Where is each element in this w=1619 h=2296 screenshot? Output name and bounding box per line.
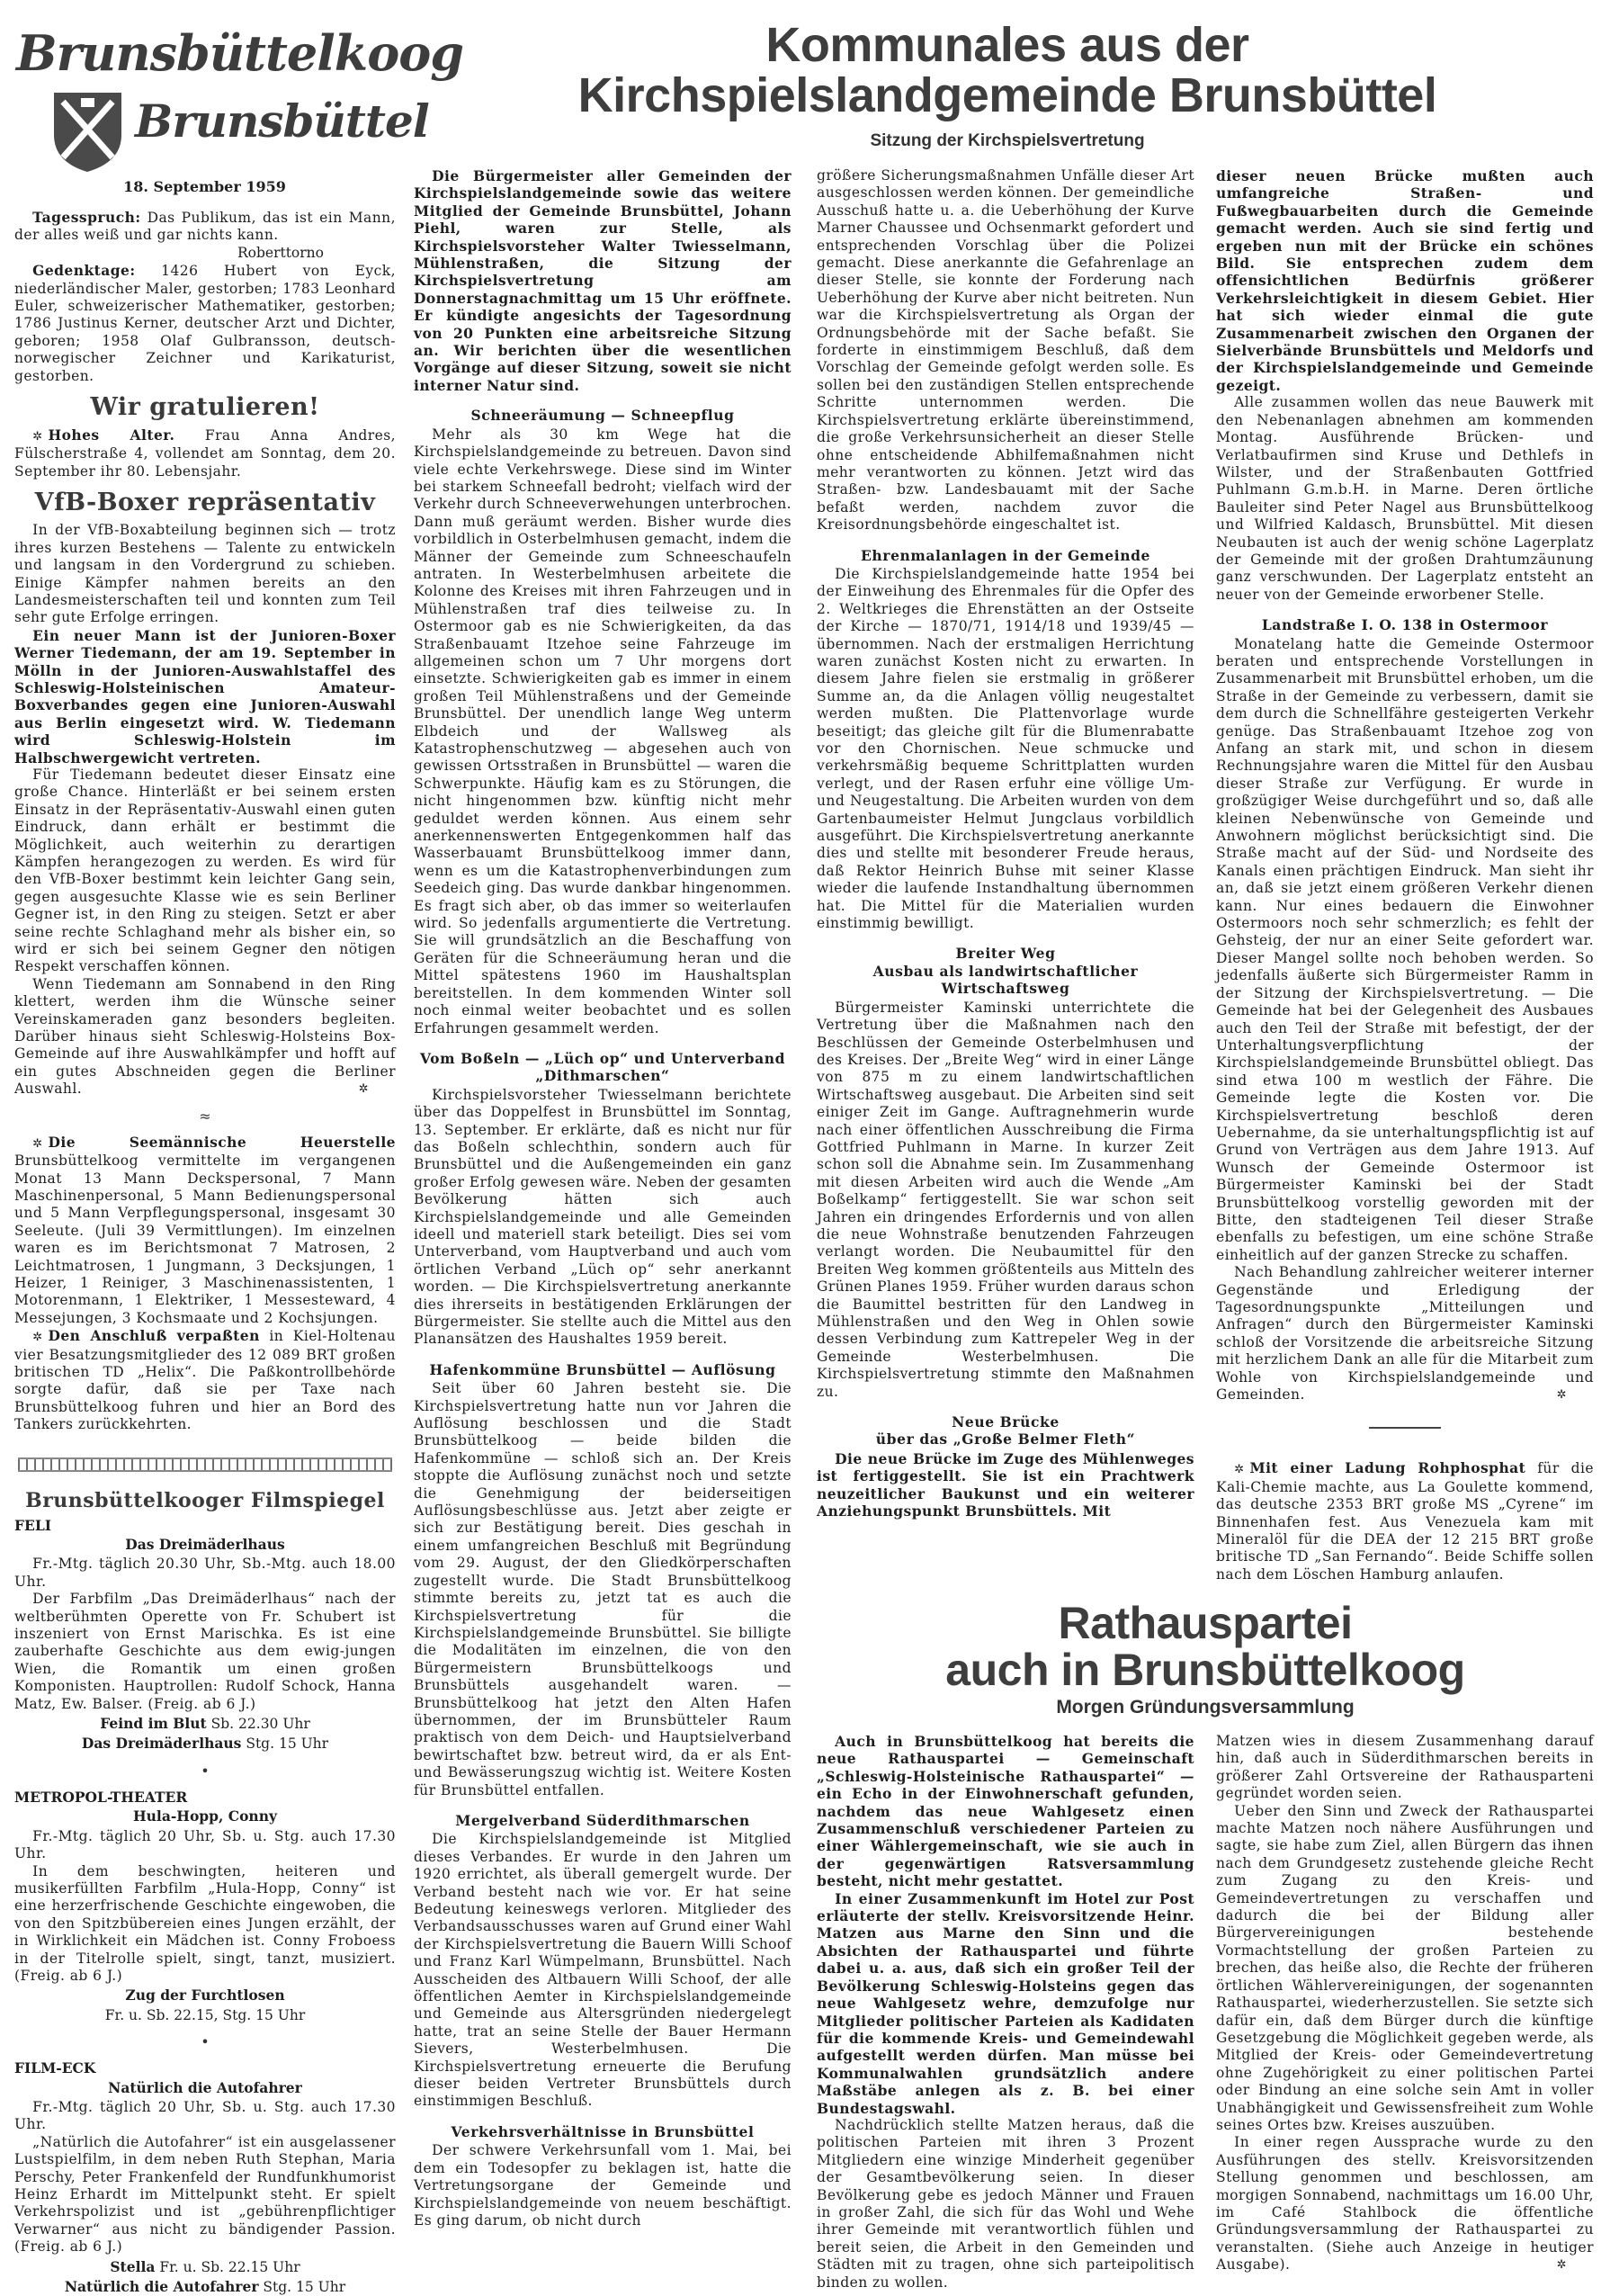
listing-title: Feind im Blut xyxy=(100,1715,207,1733)
paragraph xyxy=(14,426,396,480)
star-icon: ✲ xyxy=(32,1136,43,1151)
paragraph-lead: Hohes Alter. xyxy=(48,426,175,444)
paragraph xyxy=(817,167,1194,534)
listing-line xyxy=(14,1715,396,1733)
paragraph xyxy=(14,2099,396,2134)
listing-title: Zug der Furchtlosen xyxy=(125,1987,285,2005)
paragraph xyxy=(414,426,792,1037)
listing-title: Das Dreimäderlhaus xyxy=(81,1735,242,1753)
cinema-name: METROPOL-THEATER xyxy=(14,1788,188,1806)
subheading: Breiter Weg Ausbau als landwirtschaftlicher Wirtschaftsweg xyxy=(872,945,1139,998)
paragraph-lead: Mit einer Ladung Rohphosphat xyxy=(1249,1459,1526,1477)
cinema-name: FELI xyxy=(14,1516,51,1534)
paragraph-text: In einer regen Aussprache wurde zu den Ausführungen des stellv. Kreisvorsitzenden Stellung genommen und beschlossen, am morgigen Sonnabend, nachmittags um 16.00 Uhr, im Café Stahlbock die öffentliche Gründungsversammlung der Rathauspartei zu veranstalten. (Siehe auch Anzeige in heutiger Ausgabe). xyxy=(1216,2134,1594,2274)
dot-divider-icon: • xyxy=(201,1762,210,1780)
paragraph-text: Der Farbfilm „Das Dreimäderlhaus“ nach der weltberühmten Operette von Fr. Schubert ist inszeniert von Ernst Marischka. Es ist eine zauberhafte Geschichte aus dem ewig-jungen Wien, die Romantik um einen großen Komponisten. Hauptrollen: Rudolf Schock, Hanna Matz, Ew. Balser. (Freig. ab 6 J.) xyxy=(14,1591,396,1712)
rathaus-headline-line-1: Rathauspartei xyxy=(1058,1598,1353,1648)
paragraph xyxy=(14,1863,396,1986)
paragraph xyxy=(14,1556,396,1591)
paragraph-text: für die Kali-Chemie machte, aus La Goulette kommend, das deutsche 2353 BRT große MS „Cyrene“ im Binnenhafen fest. Aus Venezuela kam mit Mineralöl für die DEA der 12 215 BRT große britische TD „San Fernando“. Beide Schiffe sollen nach dem Löschen Hamburg anlaufen. xyxy=(1216,1460,1594,1583)
paragraph xyxy=(1216,1459,1594,1583)
rule-divider-icon xyxy=(1369,1427,1441,1429)
quote-attribution: Roberttorno xyxy=(237,244,324,261)
paragraph xyxy=(14,976,396,1099)
cinema-name: FILM-ECK xyxy=(14,2059,96,2077)
paragraph-text: In der VfB-Boxabteilung beginnen sich — trotz ihres kurzen Bestehens — Talente zu entwickeln und langsam in den Vordergrund zu schieben. Einige Kämpfer nahmen bereits an den Landesmeisterschaften teil und konnten zum Teil sehr gute Erfolge erringen. xyxy=(14,522,396,626)
paragraph-text: Matzen wies in diesem Zusammenhang darauf hin, daß auch in Süderdithmarschen bereits in größerer Zahl Ortsvereine der Rathausparteni gegründet worden seien. xyxy=(1216,1733,1594,1802)
paragraph-text: Der schwere Verkehrsunfall vom 1. Mai, bei dem ein Todesopfer zu beklagen ist, hatte die Vertretungsorgane der Gemeinde und Kirchspielslandgemeinde von neuem beschäftigt. Es ging darum, ob nicht durch xyxy=(414,2142,792,2229)
subheading: Schneeräumung — Schneepflug xyxy=(470,407,735,425)
dot-divider-icon: • xyxy=(201,2033,210,2051)
paragraph-text: Fr.-Mtg. täglich 20.30 Uhr, Sb.-Mtg. auch 18.00 Uhr. xyxy=(14,1556,396,1590)
listing-title: Natürlich die Autofahrer xyxy=(64,2278,259,2296)
paragraph xyxy=(14,522,396,626)
star-icon: ✲ xyxy=(1234,1463,1245,1477)
paragraph xyxy=(14,209,396,245)
section-heading: Wir gratulieren! xyxy=(90,393,320,422)
paragraph xyxy=(817,1450,1194,1520)
paragraph-text: Fr.-Mtg. täglich 20 Uhr, Sb. u. Stg. auch 17.30 Uhr. xyxy=(14,1827,396,1862)
listing-title: Hula-Hopp, Conny xyxy=(133,1807,277,1825)
subheading: Mergelverband Süderdithmarschen xyxy=(455,1811,750,1829)
paragraph-text: Brunsbüttelkoog vermittelte im vergangenen Monat 13 Mann Deckspersonal, 7 Mann Maschinenpersonal, 5 Mann Bedienungspersonal und 5 Mann Verpflegungspersonal, insgesamt 30 Seeleute. (Juli 39 Vermittlungen). Im einzelnen waren es im Berichtsmonat 7 Matrosen, 2 Leichtmatrosen, 1 Jungmann, 3 Decksjungen, 1 Heizer, 1 Reiniger, 3 Maschinenassistenten, 1 Motorenmann, 1 Elektriker, 1 Messesteward, 4 Messejungen, 3 Kochsmaate und 2 Kochsjungen. xyxy=(14,1152,396,1326)
paragraph-text: Auch in Brunsbüttelkoog hat bereits die neue Rathauspartei — Gemeinschaft „Schleswig-Holsteinische Rathauspartei“ — ein Echo in der Einwohnerschaft gefunden, nachdem das neue Wahlgesetz einen Zusammenschluß verschiedener Parteien zu einer Wählergemeinschaft, wie sie auch in der gegenwärtigen Ratsversammlung besteht, nicht mehr gestattet. xyxy=(817,1733,1194,1890)
paragraph-text: In dem beschwingten, heiteren und musikerfüllten Farbfilm „Hula-Hopp, Conny“ ist eine herzerfrischende Geschichte eingewoben, die von den Spitzbübereien eines Jungen erzählt, der in Wirklichkeit ein Mädchen ist. Conny Froboess in der Titelrolle spielt, singt, tanzt, musiziert. (Freig. ab 6 J.) xyxy=(14,1862,396,1984)
star-icon: ✲ xyxy=(32,1331,43,1345)
paragraph-text: Ein neuer Mann ist der Junioren-Boxer Werner Tiedemann, der am 19. September in Mölln in der Junioren-Auswahlstaffel des Schleswig-Holsteinischen Amateur-Boxverbandes gegen eine Junioren-Auswahl aus Berlin eingesetzt wird. W. Tiedemann wird Schleswig-Holstein im Halbschwergewicht vertreten. xyxy=(14,626,396,767)
paragraph xyxy=(817,1000,1194,1401)
paragraph xyxy=(14,1134,396,1327)
paragraph-text: Alle zusammen wollen das neue Bauwerk mit den Nebenanlagen abnehmen am kommenden Montag. Ausführende Brücken- und Verlatbaufirmen sind Kruse und Dethlefs in Wilster, und der Straßenbauten Gottfried Puhlmann G.m.b.H. in Marne. Deren örtliche Bauleiter sind Peter Nagel aus Brunsbüttelkoog und Wilfried Kaldasch, Brunsbüttel. Mit diesen Neubauten ist auch der wenig schöne Lagerplatz der Gemeinde mit der großen Drahtumzäunung ganz verschwunden. Der Lagerplatz entsteht an neuer von der Gemeinde erworbener Stelle. xyxy=(1216,394,1594,603)
column-rathaus-part-1 xyxy=(817,1733,1194,2291)
paragraph-lead: Die Seemännische Heuerstelle xyxy=(48,1133,396,1151)
paragraph-text: dieser neuen Brücke mußten auch umfangreiche Straßen- und Fußwegbauarbeiten durch die Gemeinde gemacht werden. Auch sie sind fertig und ergeben nun mit der Brücke ein schönes Bild. Sie entsprechen zudem dem offensichtlichen Bedürfnis größerer Verkehrsleichtigkeit in diesem Gebiet. Hier hat sich wieder einmal die gute Zusammenarbeit zwischen den Organen der Sielverbände Brunsbüttels und Meldorfs und der Kirchspielslandgemeinde und Gemeinde gezeigt. xyxy=(1216,167,1594,394)
paragraph-text: Frau Anna Andres, Fülscherstraße 4, vollendet am Sonntag, dem 20. September ihr 80. Lebensjahr. xyxy=(14,427,396,480)
paragraph-text: Monatelang hatte die Gemeinde Ostermoor beraten und entsprechende Vorstellungen in Zusammenarbeit mit Brunsbüttel erhoben, um die Straße in der Gemeinde zu verbessern, damit sie dem durch die Schnellfähre gesteigerten Verkehr genüge. Das Straßenbauamt Itzehoe zog von Anfang an stark mit, und schon in diesem Rechnungsjahre waren die Mittel für den Ausbau dieser Straße zur Verfügung. Er wurde in großzügiger Weise durchgeführt und so, daß alle kleinen Nebenwünsche von Gemeinde und Anwohnern möglichst berücksichtigt sind. Die Straße macht auf der Süd- und Nordseite des Kanals einen prächtigen Eindruck. Man sieht ihr an, daß sie jetzt einem größeren Verkehr dienen kann. Nur eines bedauern die Einwohner Ostermoors noch sehr schmerzlich; es fehlt der Gehsteig, der nur an einer Seite gefordert war. Dieser Mangel sollte noch behoben werden. So jedenfalls äußerte sich Bürgermeister Ramm in der Sitzung der Kirchspielsvertretung. — Die Gemeinde hat bei der Gelegenheit des Ausbaues auch den Teil der Straße mit befestigt, der der Unterhaltungsverpflichtung der Kirchspielslandgemeinde Brunsbüttel obliegt. Das sind etwa 100 m westlich der Fähre. Die Gemeinde legte die Kosten vor. Die Kirchspielsvertretung beschloß deren Uebernahme, da sie unterhaltungspflichtig ist auf Grund von Verträgen aus dem Jahre 1913. Auf Wunsch der Gemeinde Ostermoor ist Bürgermeister Kaminski bei der Stadt Brunsbüttelkoog vorstellig geworden mit der Bitte, den stadteigenen Teil dieser Straße ebenfalls zu befestigen, um eine schöne Straße einheitlich auf der ganzen Strecke zu schaffen. xyxy=(1216,635,1594,1263)
subheading: Hafenkommüne Brunsbüttel — Auflösung xyxy=(429,1360,776,1378)
column-local-news xyxy=(14,209,396,2296)
paragraph xyxy=(414,1087,792,1349)
listing-line xyxy=(14,1807,396,1825)
column-article-part-1 xyxy=(414,167,792,2285)
paragraph-text: In einer Zusammenkunft im Hotel zur Post erläuterte der stellv. Kreisvorsitzende Heinr. Matzen aus Marne den Sinn und die Absichten der Rathauspartei und führte dabei u. a. aus, daß sich ein großer Teil der Bevölkerung Schleswig-Holsteins gegen das neue Wahlgesetz wehre, demzufolge nur Mitglieder politischer Parteien als Kadidaten für die kommende Kreis- und Gemeindewahl aufgestellt werden dürfen. Man müsse bei Kommunalwahlen grundsätzlich andere Maßstäbe anlegen als z. B. bei einer Bundestagswahl. xyxy=(817,1889,1194,2117)
end-star-icon: ✲ xyxy=(1556,1388,1567,1403)
paragraph-text: Das Publikum, das ist ein Mann, der alles weiß und gar nichts kann. xyxy=(14,210,396,244)
paragraph xyxy=(414,2142,792,2229)
listing-time: Fr. u. Sb. 22.15, Stg. 15 Uhr xyxy=(104,2006,306,2023)
paragraph xyxy=(1216,2134,1594,2274)
listing-line xyxy=(14,1735,396,1753)
paragraph-text: in Kiel-Holtenau vier Besatzungsmitglieder des 12 089 BRT großen britischen TD „Helix“. Die Paßkontrollbehörde sorgte dafür, daß sie per Taxe nach Brunsbüttelkoog fuhren und hier an Bord des Tankers zurückkehrten. xyxy=(14,1328,396,1433)
listing-title: Das Dreimäderlhaus xyxy=(125,1536,285,1553)
masthead-title: Brunsbüttelkoog xyxy=(16,24,463,82)
paragraph-text: Mehr als 30 km Wege hat die Kirchspielslandgemeinde zu betreuen. Davon sind viele echte Verkehrswege. Diese sind im Winter bei starkem Schneefall bedroht; vielfach wird der Verkehr durch Schneeverwehungen unterbrochen. Dann muß geräumt werden. Bisher wurde dies vorbildlich in Osterbelmhusen gemacht, indem die Männer der Gemeinde zum Schneeschaufeln antraten. In Westerbelmhusen arbeitete die Kolonne des Kreises mit ihren Fahrzeugen und in Mühlenstraßen traf dies teilweise zu. In Ostermoor gab es nie Schwierigkeiten, da das Straßenbauamt Itzehoe seine Fahrzeuge im allgemeinen schon um 7 Uhr morgens dort einsetzte. Schwierigkeiten gab es immer in einem großen Teil Mühlenstraßens und der Gemeinde Brunsbüttel. Der unendlich lange Weg unterm Elbdeich und der Wallsweg als Katastrophenschutzweg — abgesehen auch von gewissen Ortsstraßen in Brunsbüttel — waren die Schwerpunkte. Häufig kam es zu Störungen, die nicht hingenommen bzw. künftig nicht mehr geduldet werden können. Aus einem sehr anerkennenswerten Entgegenkommen half das Wasserbauamt Brunsbüttelkoog immer dann, wenn es um die Katastrophenverbindungen zum Seedeich ging. Das wurde dankbar hingenommen. Es fragt sich aber, ob das immer so weiterlaufen wird. So jedenfalls argumentierte die Vertretung. Sie will grundsätzlich an die Beschaffung von Geräten für die Schneeräumung heran und die Mittel spätestens 1960 im Haushaltsplan bereitstellen. In dem kommenden Winter soll noch einmal weiter beobachtet und es sollen Erfahrungen gesammelt werden. xyxy=(414,426,792,1036)
wave-divider-icon: ≈ xyxy=(199,1107,211,1125)
coat-of-arms-icon xyxy=(45,85,130,175)
paragraph xyxy=(817,1733,1194,1890)
listing-title: Stella xyxy=(110,2257,156,2275)
column-article-part-2 xyxy=(817,167,1194,1591)
subheading: Verkehrsverhältnisse in Brunsbüttel xyxy=(451,2122,755,2140)
paragraph-text: „Natürlich die Autofahrer“ ist ein ausgelassener Lustspielfilm, in dem neben Ruth Stephan, Maria Perschy, Peter Frankenfeld der Rundfunkhumorist Heinz Erhardt im Mittelpunkt steht. Er spielt Verkehrspolizist und ist „gebührenpflichtiger Verwarner“ aus nicht zu bändigender Passion. (Freig. ab 6 J.) xyxy=(14,2133,396,2256)
section-heading: VfB-Boxer repräsentativ xyxy=(34,489,376,517)
listing-line xyxy=(14,2278,396,2296)
band-divider-icon xyxy=(18,1457,392,1472)
paragraph xyxy=(1216,394,1594,604)
paragraph xyxy=(414,1380,792,1799)
section-heading: Brunsbüttelkooger Filmspiegel xyxy=(25,1488,385,1512)
subheading: Ehrenmalanlagen in der Gemeinde xyxy=(861,546,1150,564)
paragraph xyxy=(817,1890,1194,2117)
paragraph xyxy=(14,2134,396,2256)
paragraph-text: Seit über 60 Jahren besteht sie. Die Kirchspielsvertretung hatte nun vor Jahren die Auflösung beschlossen und die Stadt Brunsbüttelkoog — beide bilden die Hafenkommüne — schloß sich an. Der Kreis stoppte die Auflösung zunächst noch und setzte die Genehmigung der beiderseitigen Auflösungsbeschlüsse aus. Jetzt aber zeigte er sich zur Bestätigung bereit. Dies geschah in einem umfangreichen Beschluß mit Begründung vom 29. August, der den Gliedkörperschaften zugestellt wurde. Die Stadt Brunsbüttelkoog stimmte bereits zu, jetzt tat es auch die Kirchspielsvertretung für die Kirchspielslandgemeinde Brunsbüttel. Sie billigte die Modalitäten im einzelnen, die von den Bürgermeistern Brunsbüttelkoogs und Brunsbüttels ausgehandelt waren. — Brunsbüttelkoog hat jetzt den Alten Hafen übernommen, der im Brunsbütteler Raum praktisch von dem Deich- und Hauptsielverband bewirtschaftet bzw. betreut wird, da er als Ent- und Bewässerungszug wichtig ist. Weitere Kosten für Brunsbüttel entfallen. xyxy=(414,1380,792,1798)
subheading: Landstraße I. O. 138 in Ostermoor xyxy=(1261,616,1549,634)
rathaus-subtitle: Morgen Gründungsversammlung xyxy=(1056,1697,1355,1718)
paragraph-text: Nach Behandlung zahlreicher weiterer interner Gegenstände und Erledigung der Tagesordnungspunkte „Mitteilungen und Anfragen“ durch den Bürgermeister Kaminski schloß der Vorsitzende die arbeitsreiche Sitzung mit herzlichem Dank an alle für die Mitarbeit zum Wohle von Kirchspielslandgemeinde und Gemeinden. xyxy=(1216,1264,1594,1404)
paragraph-text: Ueber den Sinn und Zweck der Rathauspartei machte Matzen noch nähere Ausführungen und sagte, sie habe zum Ziel, allen Bürgern das ihnen nach dem Grundgesetz zustehende gleiche Recht zum Zugang zu den Kreis- und Gemeindevertretungen zu verschaffen und dadurch die bei der Bildung aller Bürgervereinigungen bestehende Vormachtstellung der großen Parteien zu brechen, das heiße also, die Rechte der früheren örtlichen Wählervereinigungen, der sogenannten Rathauspartei, wiederherzustellen. Sie setzte sich dafür ein, daß dem Bürger durch die künftige Gesetzgebung die Möglichkeit gegeben werde, als Mitglied der Kreis- oder Gemeindevertretung ohne Zugehörigkeit zu einer politischen Partei oder Bindung an eine solche sein Amt in voller Unabhängigkeit und Gewissensfreiheit zum Wohle seines Ortes bzw. Kreises auszuüben. xyxy=(1216,1802,1594,2133)
headline-subtitle: Sitzung der Kirchspielsvertretung xyxy=(870,131,1145,150)
star-icon: ✲ xyxy=(32,430,43,444)
listing-line xyxy=(14,2258,396,2276)
paragraph-text: Fr.-Mtg. täglich 20 Uhr, Sb. u. Stg. auch 17.30 Uhr. xyxy=(14,2098,396,2133)
listing-time: Sb. 22.30 Uhr xyxy=(206,1716,310,1733)
masthead-subtitle: Brunsbüttel xyxy=(135,94,429,148)
issue-date: 18. September 1959 xyxy=(123,178,286,195)
paragraph xyxy=(14,1828,396,1863)
paragraph xyxy=(1216,167,1594,394)
rathaus-headline-line-2: auch in Brunsbüttelkoog xyxy=(945,1645,1465,1695)
paragraph-text: Bürgermeister Kaminski unterrichtete die Vertretung über die Maßnahmen nach den Beschlüssen der Gemeinde Osterbelmhusen und des Kreises. Der „Breite Weg“ wird in einer Länge von 875 m zu einem landwirtschaftlichen Wirtschaftsweg ausgebaut. Die Arbeiten sind seit einiger Zeit im Gange. Auftragnehmerin wurde nach einer öffentlichen Ausschreibung die Firma Gottfried Puhlmann in Marne. In kurzer Zeit schon soll die Abnahme sein. Im Zusammenhang mit diesen Arbeiten wird auch die Wende „Am Boßelkamp“ fertiggestellt. Sie war schon seit Jahren ein dringendes Erfordernis und von allen die neue Wohnstraße benutzenden Fahrzeugen verlangt worden. Die Neubaumittel für den Breiten Weg kommen größtenteils aus Mitteln des Grünen Planes 1959. Früher wurden daraus schon die Baumittel bestritten für den Landweg in Mühlenstraßen und den Weg in Ohlen sowie dessen Verbindung zum Kattrepeler Weg in der Gemeinde Westerbelmhusen. Die Kirchspielsvertretung stimmte den Maßnahmen zu. xyxy=(817,999,1194,1400)
paragraph xyxy=(817,2117,1194,2292)
column-article-part-3 xyxy=(1216,167,1594,1591)
end-star-icon: ✲ xyxy=(1556,2258,1567,2273)
paragraph xyxy=(14,262,396,385)
paragraph-text: Wenn Tiedemann am Sonnabend in den Ring klettert, werden ihm die Wünsche seiner Vereinskameraden ganz besonders begleiten. Darüber hinaus sieht Schleswig-Holsteins Box-Gemeinde auf ihre Auswahlkämpfer und hofft auf ein gutes Abschneiden gegen die Berliner Auswahl. xyxy=(14,975,396,1098)
paragraph-lead: Gedenktage: xyxy=(32,262,136,280)
paragraph-text: Nachdrücklich stellte Matzen heraus, daß die politischen Parteien mit ihren 3 Prozent Mitgliedern eine winzige Minderheit gegenüber der Gesamtbevölkerung seien. In dieser Bevölkerung gebe es jedoch Männer und Frauen in großer Zahl, die sich für das Wohl und Wehe ihrer Gemeinde mit verantwortlich fühlen und bereit seien, die Arbeit in den Gemeinden und Städten mit zu tragen, ohne sich parteipolitisch binden zu wollen. xyxy=(817,2116,1194,2291)
listing-time: Stg. 15 Uhr xyxy=(258,2279,346,2296)
listing-line xyxy=(14,2079,396,2097)
listing-time: Stg. 15 Uhr xyxy=(241,1735,329,1753)
listing-time: Fr. u. Sb. 22.15 Uhr xyxy=(155,2258,300,2275)
paragraph xyxy=(14,1591,396,1713)
paragraph-text: größere Sicherungsmaßnahmen Unfälle dieser Art ausgeschlossen werden können. Der gemeindliche Ausschuß hatte u. a. die Ueberhöhung der Kurve Marner Chaussee und Ochsenmarkt gefordert und entsprechenden Vorschlag über die Polizei gemacht. Diese anerkannte die Gefahrenlage an dieser Stelle, sie konnte der Forderung nach Ueberhöhung der Kurve aber nicht beitreten. Nun war die Kirchspielsvertretung als Organ der Ordnungsbehörde mit der Sache befaßt. Sie forderte in einstimmigem Beschluß, daß dem Vorschlag der Gemeinde gefolgt werden solle. Es sollen bei den zuständigen Stellen entsprechende Schritte unternommen werden. Die Kirchspielsvertretung erklärte übereinstimmend, die große Verkehrsunsicherheit an dieser Stelle ohne entscheidende Abhilfemaßnahmen nicht mehr verantworten zu können. Jetzt wird das Straßen- bzw. Landesbauamt mit der Sache befaßt werden, nachdem zuvor die Kreisordnungsbehörde eingeschaltet ist. xyxy=(817,167,1194,534)
paragraph xyxy=(1216,636,1594,1265)
paragraph xyxy=(414,167,792,394)
paragraph xyxy=(14,767,396,976)
paragraph-text: 1426 Hubert von Eyck, niederländischer Maler, gestorben; 1783 Leonhard Euler, schweizerischer Mathematiker, gestorben; 1786 Justinus Kerner, deutscher Arzt und Dichter, geboren; 1958 Olaf Gulbransson, deutsch-norwegischer Zeichner und Karikaturist, gestorben. xyxy=(14,263,396,384)
paragraph-text: Die Kirchspielslandgemeinde ist Mitglied dieses Verbandes. Er wurde in den Jahren um 1920 errichtet, als überall gemergelt wurde. Der Verband besteht nach wie vor. Er hat seine Bedeutung keineswegs verloren. Mitglieder des Verbandsausschusses waren auf Grund einer Wahl der Kirchspielsvertretung die Bauern Willi Schoof und Franz Karl Wümpelmann, Brunsbüttel. Nach Ausscheiden des Altbauern Willi Schoof, der alle öffentlichen Aemter in Kirchspielslandgemeinde und Gemeinde aus Altersgründen niedergelegt hatte, trat an seine Stelle der Bauer Hermann Sievers, Westerbelmhusen. Die Kirchspielsvertretung erneuerte die Berufung dieser beiden Vertreter Brunsbüttels durch einstimmigen Beschluß. xyxy=(414,1831,792,2110)
paragraph xyxy=(1216,1803,1594,2135)
end-star-icon: ✲ xyxy=(358,1082,369,1097)
paragraph-text: Die Bürgermeister aller Gemeinden der Kirchspielslandgemeinde sowie das weitere Mitglied der Gemeinde Brunsbüttel, Johann Piehl, waren zur Stelle, als Kirchspielsvorsteher Walter Twiesselmann, Mühlenstraßen, die Sitzung der Kirchspielsvertretung am Donnerstagnachmittag um 15 Uhr eröffnete. Er kündigte angesichts der Tagesordnung von 20 Punkten eine arbeitsreiche Sitzung an. Wir berichten über die wesentlichen Vorgänge auf dieser Sitzung, soweit sie nicht interner Natur sind. xyxy=(414,167,792,394)
paragraph-text: Die neue Brücke im Zuge des Mühlenweges ist fertiggestellt. Sie ist ein Prachtwerk neuzeitlicher Baukunst und ein weiterer Anziehungspunkt Brunsbüttels. Mit xyxy=(817,1449,1194,1520)
column-rathaus-part-2 xyxy=(1216,1733,1594,2285)
subheading: Neue Brücke über das „Große Belmer Fleth“ xyxy=(875,1413,1136,1448)
listing-line xyxy=(14,1987,396,2005)
listing-line xyxy=(14,1536,396,1554)
paragraph-lead: Den Anschluß verpaßten xyxy=(48,1327,260,1345)
headline-line-1: Kommunales aus der xyxy=(765,18,1249,72)
paragraph xyxy=(817,566,1194,933)
paragraph xyxy=(414,1831,792,2111)
paragraph xyxy=(14,627,396,767)
paragraph-text: Die Kirchspielslandgemeinde hatte 1954 bei der Einweihung des Ehrenmales für die Opfer des 2. Weltkrieges die Ehrenstätten an der Ostseite der Kirche — 1870/71, 1914/18 und 1939/45 — übernommen. Nach der erstmaligen Herrichtung waren zunächst Kosten nicht zu erwarten. In diesem Jahre fielen sie erstmalig in größerer Summe an, da die Anlagen völlig neugestaltet werden mußten. Die Plattenvorlage wurde beseitigt; das gleiche gilt für die Blumenrabatte vor den Chornischen. Neue schmucke und verkehrsmäßig bequeme Schrittplatten wurden verlegt, und der Rasen erfuhr eine völlige Um- und Neugestaltung. Die Arbeiten wurden von dem Gartenbaumeister Helmut Jungclaus vorbildlich ausgeführt. Die Kirchspielsvertretung anerkannte dies und stellte mit besonderer Freude heraus, daß Rektor Heinrich Buhse mit seiner Klasse wieder die laufende Instandhaltung übernommen hat. Die Mittel für die Materialien wurden einstimmig bewilligt. xyxy=(817,565,1194,932)
paragraph-text: Kirchspielsvorsteher Twiesselmann berichtete über das Doppelfest in Brunsbüttel im Sonntag, 13. September. Er erklärte, daß es nicht nur für das Boßeln schlechthin, sondern auch für Brunsbüttel und die Außengemeinden ein ganz großer Erfolg gewesen wäre. Neben der gesamten Bevölkerung hätten sich auch Kirchspielslandgemeinde und alle Gemeinden ideell und materiell stark beteiligt. Dies sei vom Unterverband, vom Hauptverband und auch vom örtlichen Verband „Lüch op“ sehr anerkannt worden. — Die Kirchspielsvertretung anerkannte dies ihrerseits in bestätigenden Erklärungen der Bürgermeister. Sie stellte auch die Mittel aus den Planansätzen des Haushaltes 1959 bereit. xyxy=(414,1086,792,1348)
headline-line-2: Kirchspielslandgemeinde Brunsbüttel xyxy=(577,68,1437,122)
paragraph xyxy=(14,1327,396,1433)
paragraph xyxy=(1216,1264,1594,1404)
listing-title: Natürlich die Autofahrer xyxy=(108,2078,302,2096)
paragraph-lead: Tagesspruch: xyxy=(32,209,141,226)
paragraph xyxy=(1216,1733,1594,1803)
listing-line xyxy=(14,2007,396,2024)
subheading: Vom Boßeln — „Lüch op“ und Unterverband „Dithmarschen“ xyxy=(419,1049,786,1085)
paragraph-text: Für Tiedemann bedeutet dieser Einsatz eine große Chance. Hinterläßt er bei seinem ersten Einsatz in der Repräsentativ-Auswahl einen guten Eindruck, dann erhält er bestimmt die Möglichkeit, auch weiterhin zu derartigen Kämpfen herangezogen zu werden. Es wird für den VfB-Boxer bestimmt kein leichter Gang sein, gegen ausgesuchte Klasse wie es sein Berliner Gegner ist, in den Ring zu steigen. Setzt er aber seine rechte Schlaghand mehr als bisher ein, so wird er sich bei seinem Gegner den nötigen Respekt verschaffen können. xyxy=(14,766,396,975)
